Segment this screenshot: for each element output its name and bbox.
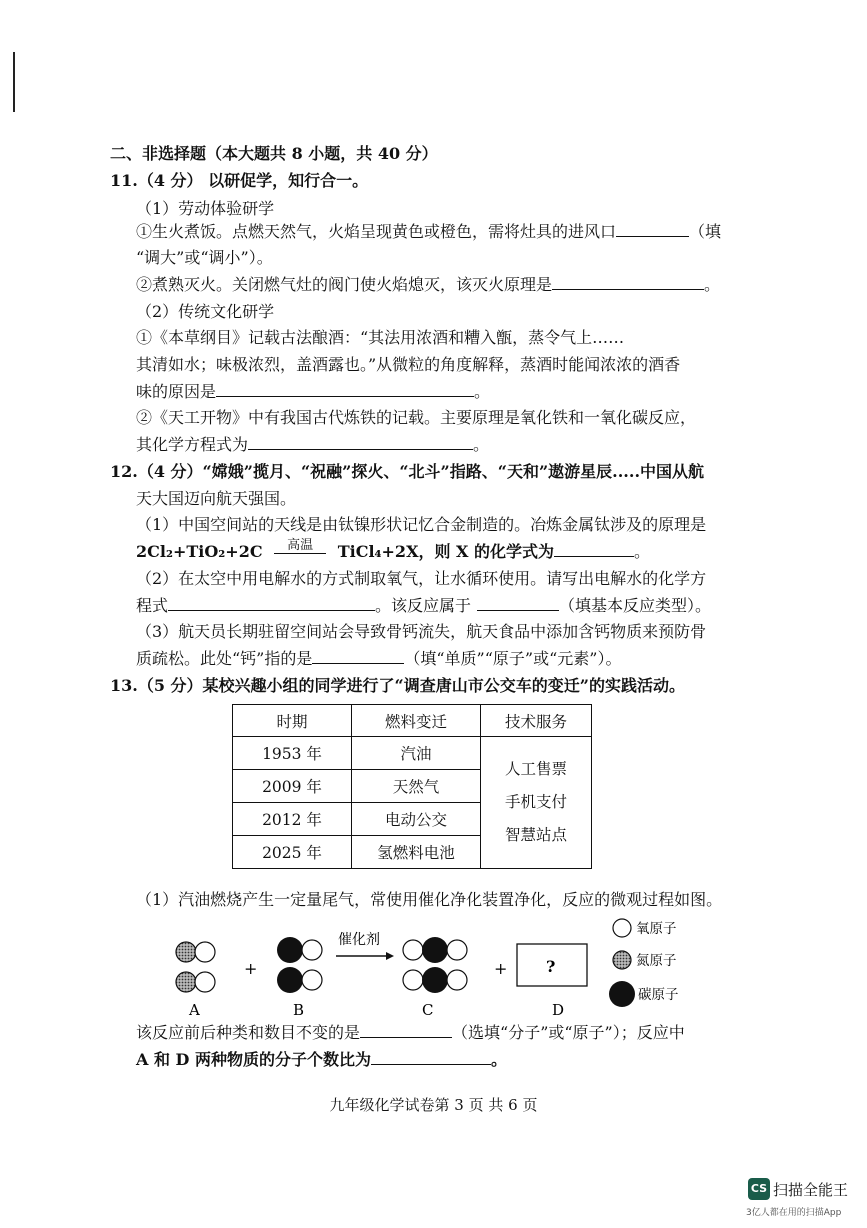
- q12-condition-arrow: [272, 538, 328, 563]
- legend-oxygen: 氧原子: [636, 921, 677, 937]
- molecule-C: [403, 937, 467, 993]
- q11-blank-1[interactable]: [616, 221, 689, 237]
- label-D: D: [552, 1001, 565, 1019]
- atom-legend: [609, 919, 679, 1007]
- q11-blank-3[interactable]: [216, 381, 474, 397]
- legend-carbon: 碳原子: [638, 987, 679, 1003]
- q13-part1-text-a: 该反应前后种类和数目不变的是: [136, 1023, 361, 1042]
- table-cell-year: 2025 年: [233, 836, 352, 869]
- oxygen-legend-icon: [613, 919, 631, 937]
- q12-equation-left: 2Cl₂+TiO₂+2C: [136, 542, 263, 561]
- nitrogen-legend-icon: [613, 951, 631, 969]
- service-item: 手机支付: [504, 793, 567, 811]
- q11-part1-title: （1）劳动体验研学: [136, 199, 275, 218]
- q12-part2-text-c: （填基本反应类型）。: [559, 596, 712, 615]
- table-row: [233, 737, 592, 770]
- q12-part2-text-a: 程式: [136, 596, 169, 615]
- q11-part1-a-text: ①生火煮饭。点燃天然气，火焰呈现黄色或橙色，需将灶具的进风口: [136, 222, 617, 241]
- binding-margin-mark: [13, 52, 15, 112]
- q12-part3-text-b: （填“单质”“原子”或“元素”）。: [404, 649, 622, 668]
- q13-header: 13.（5 分）某校兴趣小组的同学进行了“调查唐山市公交车的变迁”的实践活动。: [110, 676, 685, 695]
- q12-blank-3[interactable]: [477, 595, 559, 611]
- q12-condition-text: 高温: [287, 538, 314, 553]
- q11-part2-b-text: 其化学方程式为: [136, 435, 249, 454]
- q12-equation-line: 2Cl₂+TiO₂+2C 高温 TiCl₄+2X，则 X 的化学式为 。: [136, 541, 650, 563]
- q12-equation-right: TiCl₄+2X，则 X 的化学式为: [337, 542, 555, 561]
- q12-part1-line1: （1）中国空间站的天线是由钛镍形状记忆合金制造的。冶炼金属钛涉及的原理是: [136, 515, 707, 534]
- q11-part2-b-line2: 其化学方程式为 。: [136, 435, 490, 454]
- q13-part1-text-d: 。: [491, 1050, 508, 1069]
- q11-blank-2[interactable]: [552, 274, 704, 290]
- page-footer: 九年级化学试卷第 3 页 共 6 页: [329, 1096, 538, 1114]
- table-header-period: 时期: [233, 705, 352, 737]
- q11-blank-4[interactable]: [248, 434, 473, 450]
- q12-part3-line2: [136, 648, 621, 670]
- table-cell-services: [481, 737, 592, 869]
- q12-part2-line2: [136, 595, 711, 617]
- q12-header-line2: 天大国迈向航天强国。: [136, 489, 297, 508]
- q12-part2-line1: （2）在太空中用电解水的方式制取氧气，让水循环使用。请写出电解水的化学方: [136, 569, 707, 588]
- service-item: 人工售票: [504, 760, 567, 778]
- q11-part1-b-text: ②煮熟灭火。关闭燃气灶的阀门使火焰熄灭，该灭火原理是: [136, 275, 553, 294]
- q12-blank-1[interactable]: [554, 541, 634, 557]
- table-header-row: [233, 705, 592, 737]
- plus-sign-1: +: [244, 959, 258, 978]
- q12-header: 12.（4 分）“嫦娥”揽月、“祝融”探火、“北斗”指路、“天和”遨游星辰.....中国从航: [110, 462, 705, 481]
- table-cell-year: 2012 年: [233, 803, 352, 836]
- table-cell-fuel: 电动公交: [352, 803, 481, 836]
- q11-part2-a-text: 味的原因是: [136, 382, 217, 401]
- q11-header: 11.（4 分） 以研促学，知行合一。: [110, 171, 369, 190]
- q11-part1-a-line2: “调大”或“调小”）。: [136, 248, 273, 267]
- q13-blank-1[interactable]: [360, 1022, 452, 1038]
- table-cell-fuel: 氢燃料电池: [352, 836, 481, 869]
- q12-part3-text-a: 质疏松。此处“钙”指的是: [136, 649, 313, 668]
- q13-part1-line1: （1）汽油燃烧产生一定量尾气，常使用催化净化装置净化，反应的微观过程如图。: [136, 890, 723, 909]
- q11-part2-a-line3: 味的原因是 。: [136, 382, 491, 401]
- table-header-service: 技术服务: [481, 705, 592, 737]
- scanner-app-name: 扫描全能王: [773, 1180, 849, 1199]
- q12-blank-4[interactable]: [312, 648, 404, 664]
- q11-part2-a-line1: ①《本草纲目》记载古法酿酒：“其法用浓酒和糟入甑，蒸令气上……: [136, 328, 625, 347]
- scanner-watermark: [748, 1178, 848, 1200]
- label-C: C: [422, 1001, 434, 1019]
- service-item: 智慧站点: [504, 826, 567, 844]
- molecule-A: [176, 942, 215, 992]
- label-B: B: [293, 1001, 305, 1019]
- table-cell-fuel: 汽油: [352, 737, 481, 770]
- q13-part1-text-c: A 和 D 两种物质的分子个数比为: [136, 1050, 372, 1069]
- q11-part1-a-line1: [136, 221, 721, 243]
- reaction-diagram: [160, 918, 720, 1020]
- reaction-arrow-head: [386, 952, 394, 960]
- q12-blank-2[interactable]: [168, 595, 375, 611]
- q11-part2-b-line1: ②《天工开物》中有我国古代炼铁的记载。主要原理是氧化铁和一氧化碳反应，: [136, 408, 697, 427]
- section-title: 二、非选择题（本大题共 8 小题，共 40 分）: [110, 144, 438, 163]
- q11-part1-b: ②煮熟灭火。关闭燃气灶的阀门使火焰熄灭，该灭火原理是 。: [136, 275, 721, 294]
- table-cell-fuel: 天然气: [352, 770, 481, 803]
- q12-part3-line1: （3）航天员长期驻留空间站会导致骨钙流失，航天食品中添加含钙物质来预防骨: [136, 622, 707, 641]
- q13-part1-text-b: （选填“分子”或“原子”）；反应中: [452, 1023, 685, 1042]
- table-header-fuel: 燃料变迁: [352, 705, 481, 737]
- q12-part2-text-b: 。该反应属于: [375, 596, 472, 615]
- scanner-tagline: 3亿人都在用的扫描App: [746, 1208, 842, 1218]
- legend-nitrogen: 氮原子: [636, 953, 677, 969]
- bus-history-table: [232, 704, 592, 869]
- plus-sign-2: +: [494, 959, 508, 978]
- scanner-logo-icon: CS: [748, 1178, 770, 1200]
- molecule-B: [277, 937, 322, 993]
- q13-part1-line2: [136, 1022, 685, 1044]
- q11-part1-a-end: （填: [689, 222, 722, 241]
- catalyst-label: 催化剂: [338, 932, 380, 948]
- label-A: A: [189, 1001, 200, 1019]
- q13-part1-line3: [136, 1049, 507, 1071]
- unknown-product-mark: ?: [546, 957, 556, 976]
- table-cell-year: 1953 年: [233, 737, 352, 770]
- q13-blank-2[interactable]: [371, 1049, 491, 1065]
- table-cell-year: 2009 年: [233, 770, 352, 803]
- q11-part2-title: （2）传统文化研学: [136, 302, 275, 321]
- carbon-legend-icon: [609, 981, 635, 1007]
- q11-part2-a-line2: 其清如水；味极浓烈，盖酒露也。”从微粒的角度解释，蒸酒时能闻浓浓的酒香: [136, 355, 681, 374]
